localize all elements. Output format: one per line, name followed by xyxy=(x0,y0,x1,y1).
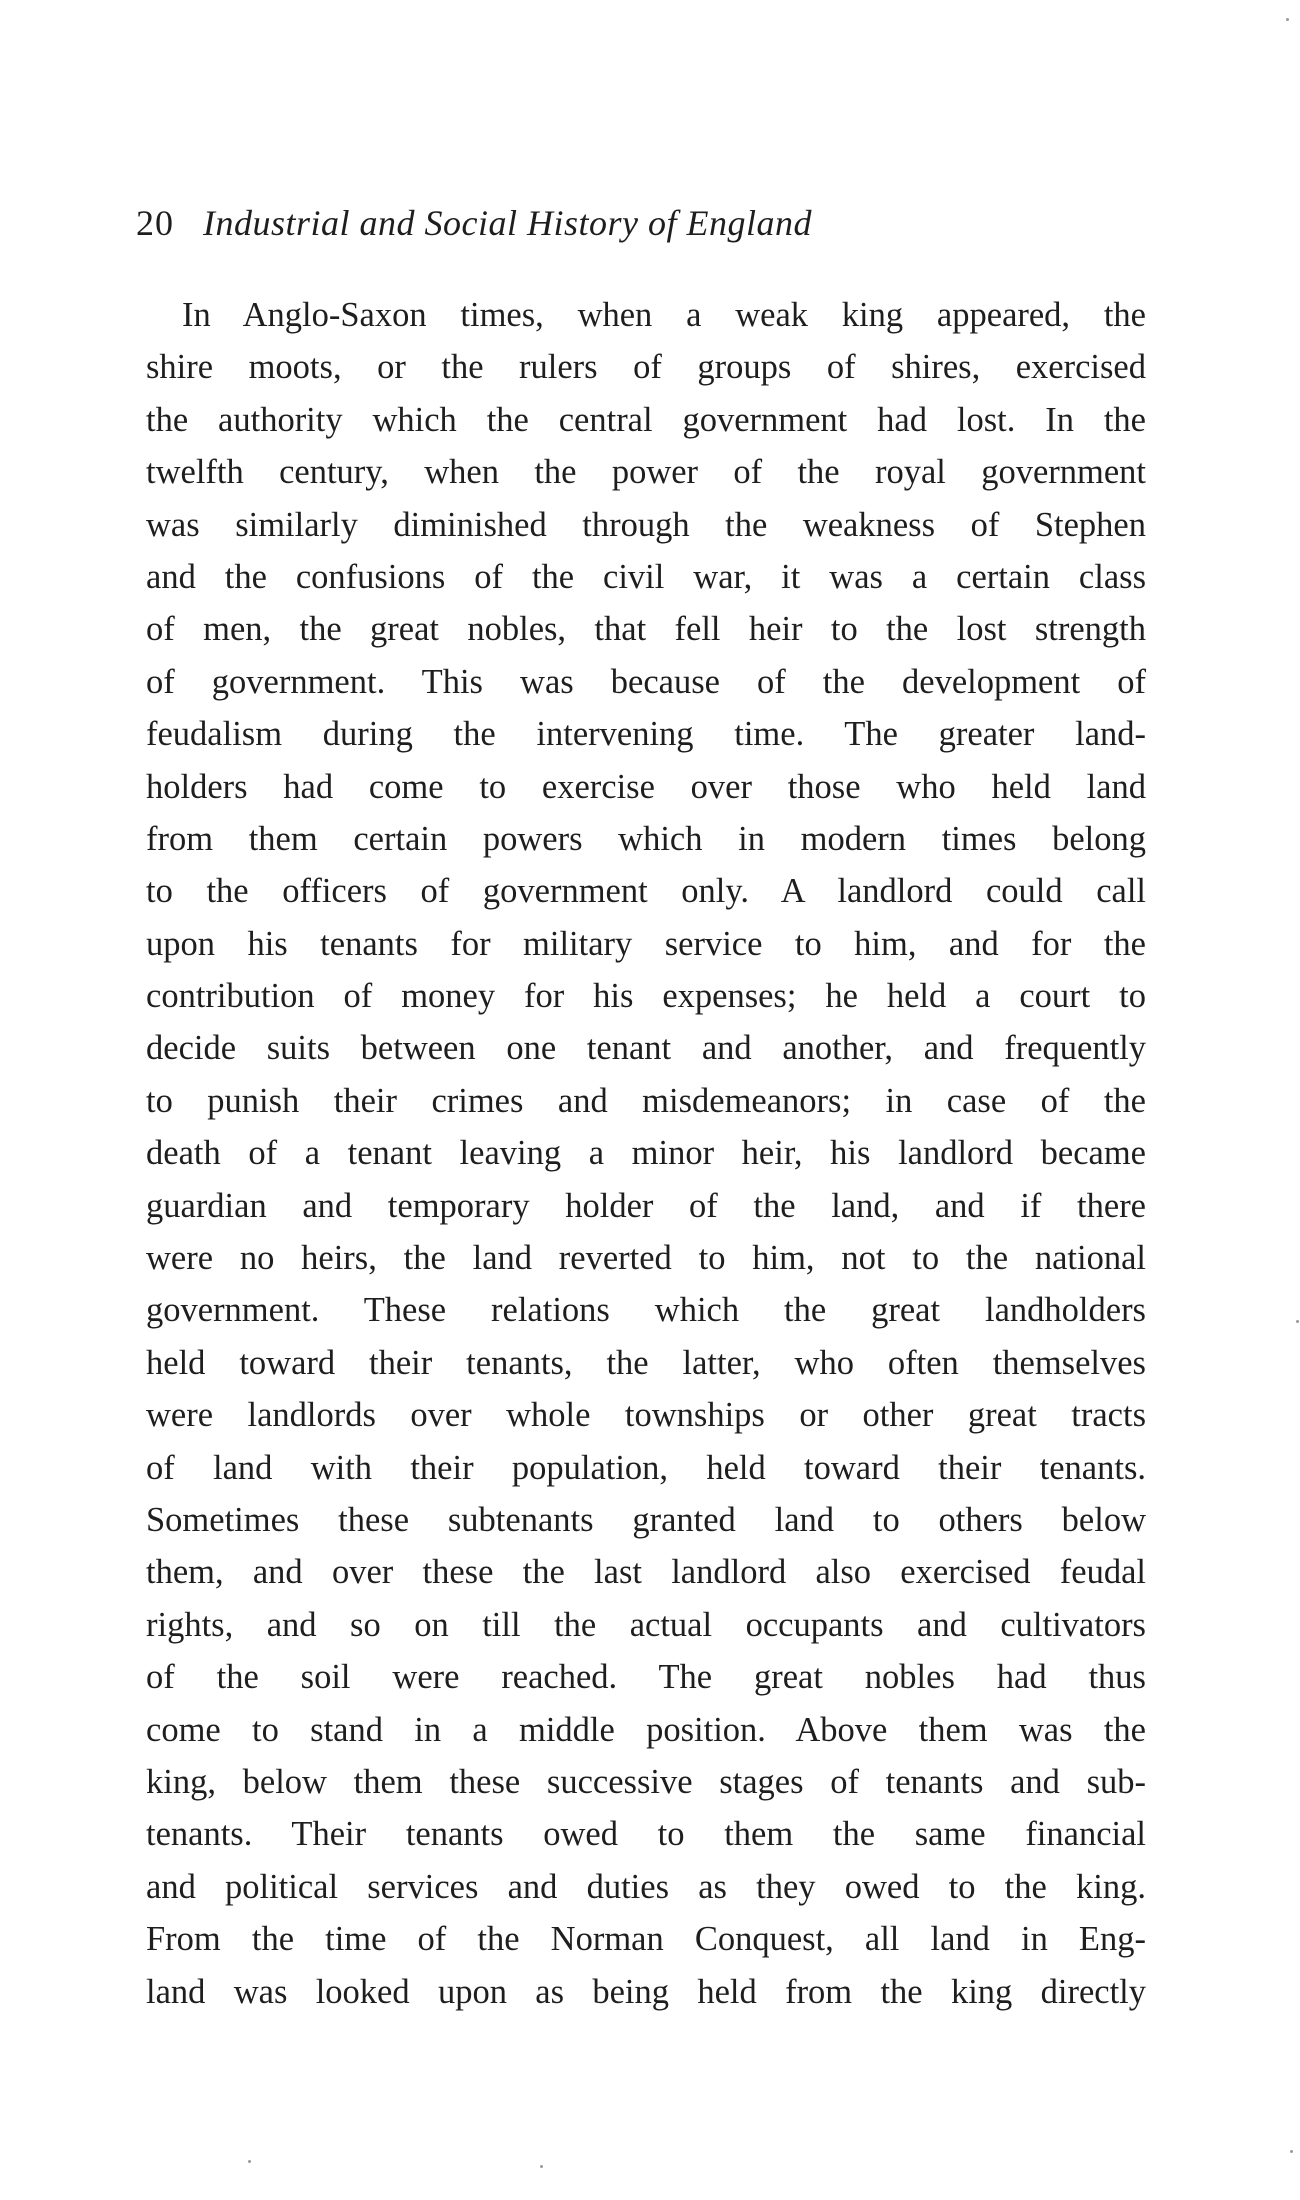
text-line: Sometimes these subtenants granted land to others below xyxy=(146,1500,1146,1539)
text-line: contribution of money for his expenses; he held a court to xyxy=(146,977,1146,1016)
text-line: rights, and so on till the actual occupants and cultivators xyxy=(146,1605,1146,1644)
text-line: From the time of the Norman Conquest, all land in Eng- xyxy=(146,1920,1146,1959)
text-line: and the confusions of the civil war, it was a certain class xyxy=(146,557,1146,596)
text-line: held toward their tenants, the latter, who often themselves xyxy=(146,1343,1146,1382)
text-line: upon his tenants for military service to him, and for the xyxy=(146,924,1146,963)
text-line: decide suits between one tenant and another, and frequently xyxy=(146,1029,1146,1068)
text-line: them, and over these the last landlord also exercised feudal xyxy=(146,1553,1146,1592)
text-line: of the soil were reached. The great nobles had thus xyxy=(146,1658,1146,1697)
running-title: Industrial and Social History of England xyxy=(203,203,812,243)
scan-speck xyxy=(248,2160,251,2163)
scan-speck xyxy=(540,2165,543,2168)
text-line: tenants. Their tenants owed to them the same financial xyxy=(146,1815,1146,1854)
running-head xyxy=(136,198,1136,248)
text-line: was similarly diminished through the weakness of Stephen xyxy=(146,505,1146,544)
text-line: land was looked upon as being held from the king directly xyxy=(146,1972,1146,2011)
text-line: government. These relations which the great landholders xyxy=(146,1291,1146,1330)
text-line: to punish their crimes and misdemeanors; in case of the xyxy=(146,1081,1146,1120)
text-line: to the officers of government only. A landlord could call xyxy=(146,872,1146,911)
text-line: guardian and temporary holder of the land, and if there xyxy=(146,1186,1146,1225)
text-line: shire moots, or the rulers of groups of shires, exercised xyxy=(146,348,1146,387)
text-line: death of a tenant leaving a minor heir, his landlord became xyxy=(146,1134,1146,1173)
text-line: were no heirs, the land reverted to him, not to the national xyxy=(146,1239,1146,1278)
text-line: twelfth century, when the power of the royal government xyxy=(146,453,1146,492)
text-line: king, below them these successive stages of tenants and sub- xyxy=(146,1762,1146,1801)
text-line: of men, the great nobles, that fell heir to the lost strength xyxy=(146,610,1146,649)
text-line: and political services and duties as they owed to the king. xyxy=(146,1867,1146,1906)
page-number: 20 xyxy=(136,203,174,243)
text-line: were landlords over whole townships or other great tracts xyxy=(146,1396,1146,1435)
text-line: In Anglo-Saxon times, when a weak king appeared, the xyxy=(182,296,1146,334)
text-line: come to stand in a middle position. Above them was the xyxy=(146,1710,1146,1749)
text-line: of government. This was because of the development of xyxy=(146,662,1146,701)
text-line: the authority which the central government had lost. In the xyxy=(146,400,1146,439)
text-line: of land with their population, held toward their tenants. xyxy=(146,1448,1146,1487)
text-line: holders had come to exercise over those who held land xyxy=(146,767,1146,806)
scan-speck xyxy=(1296,1320,1299,1323)
scan-speck xyxy=(1290,2150,1293,2153)
text-line: feudalism during the intervening time. The greater land- xyxy=(146,715,1146,754)
text-line: from them certain powers which in modern times belong xyxy=(146,819,1146,858)
body-paragraph xyxy=(146,289,1146,2018)
scan-speck xyxy=(1286,18,1289,21)
